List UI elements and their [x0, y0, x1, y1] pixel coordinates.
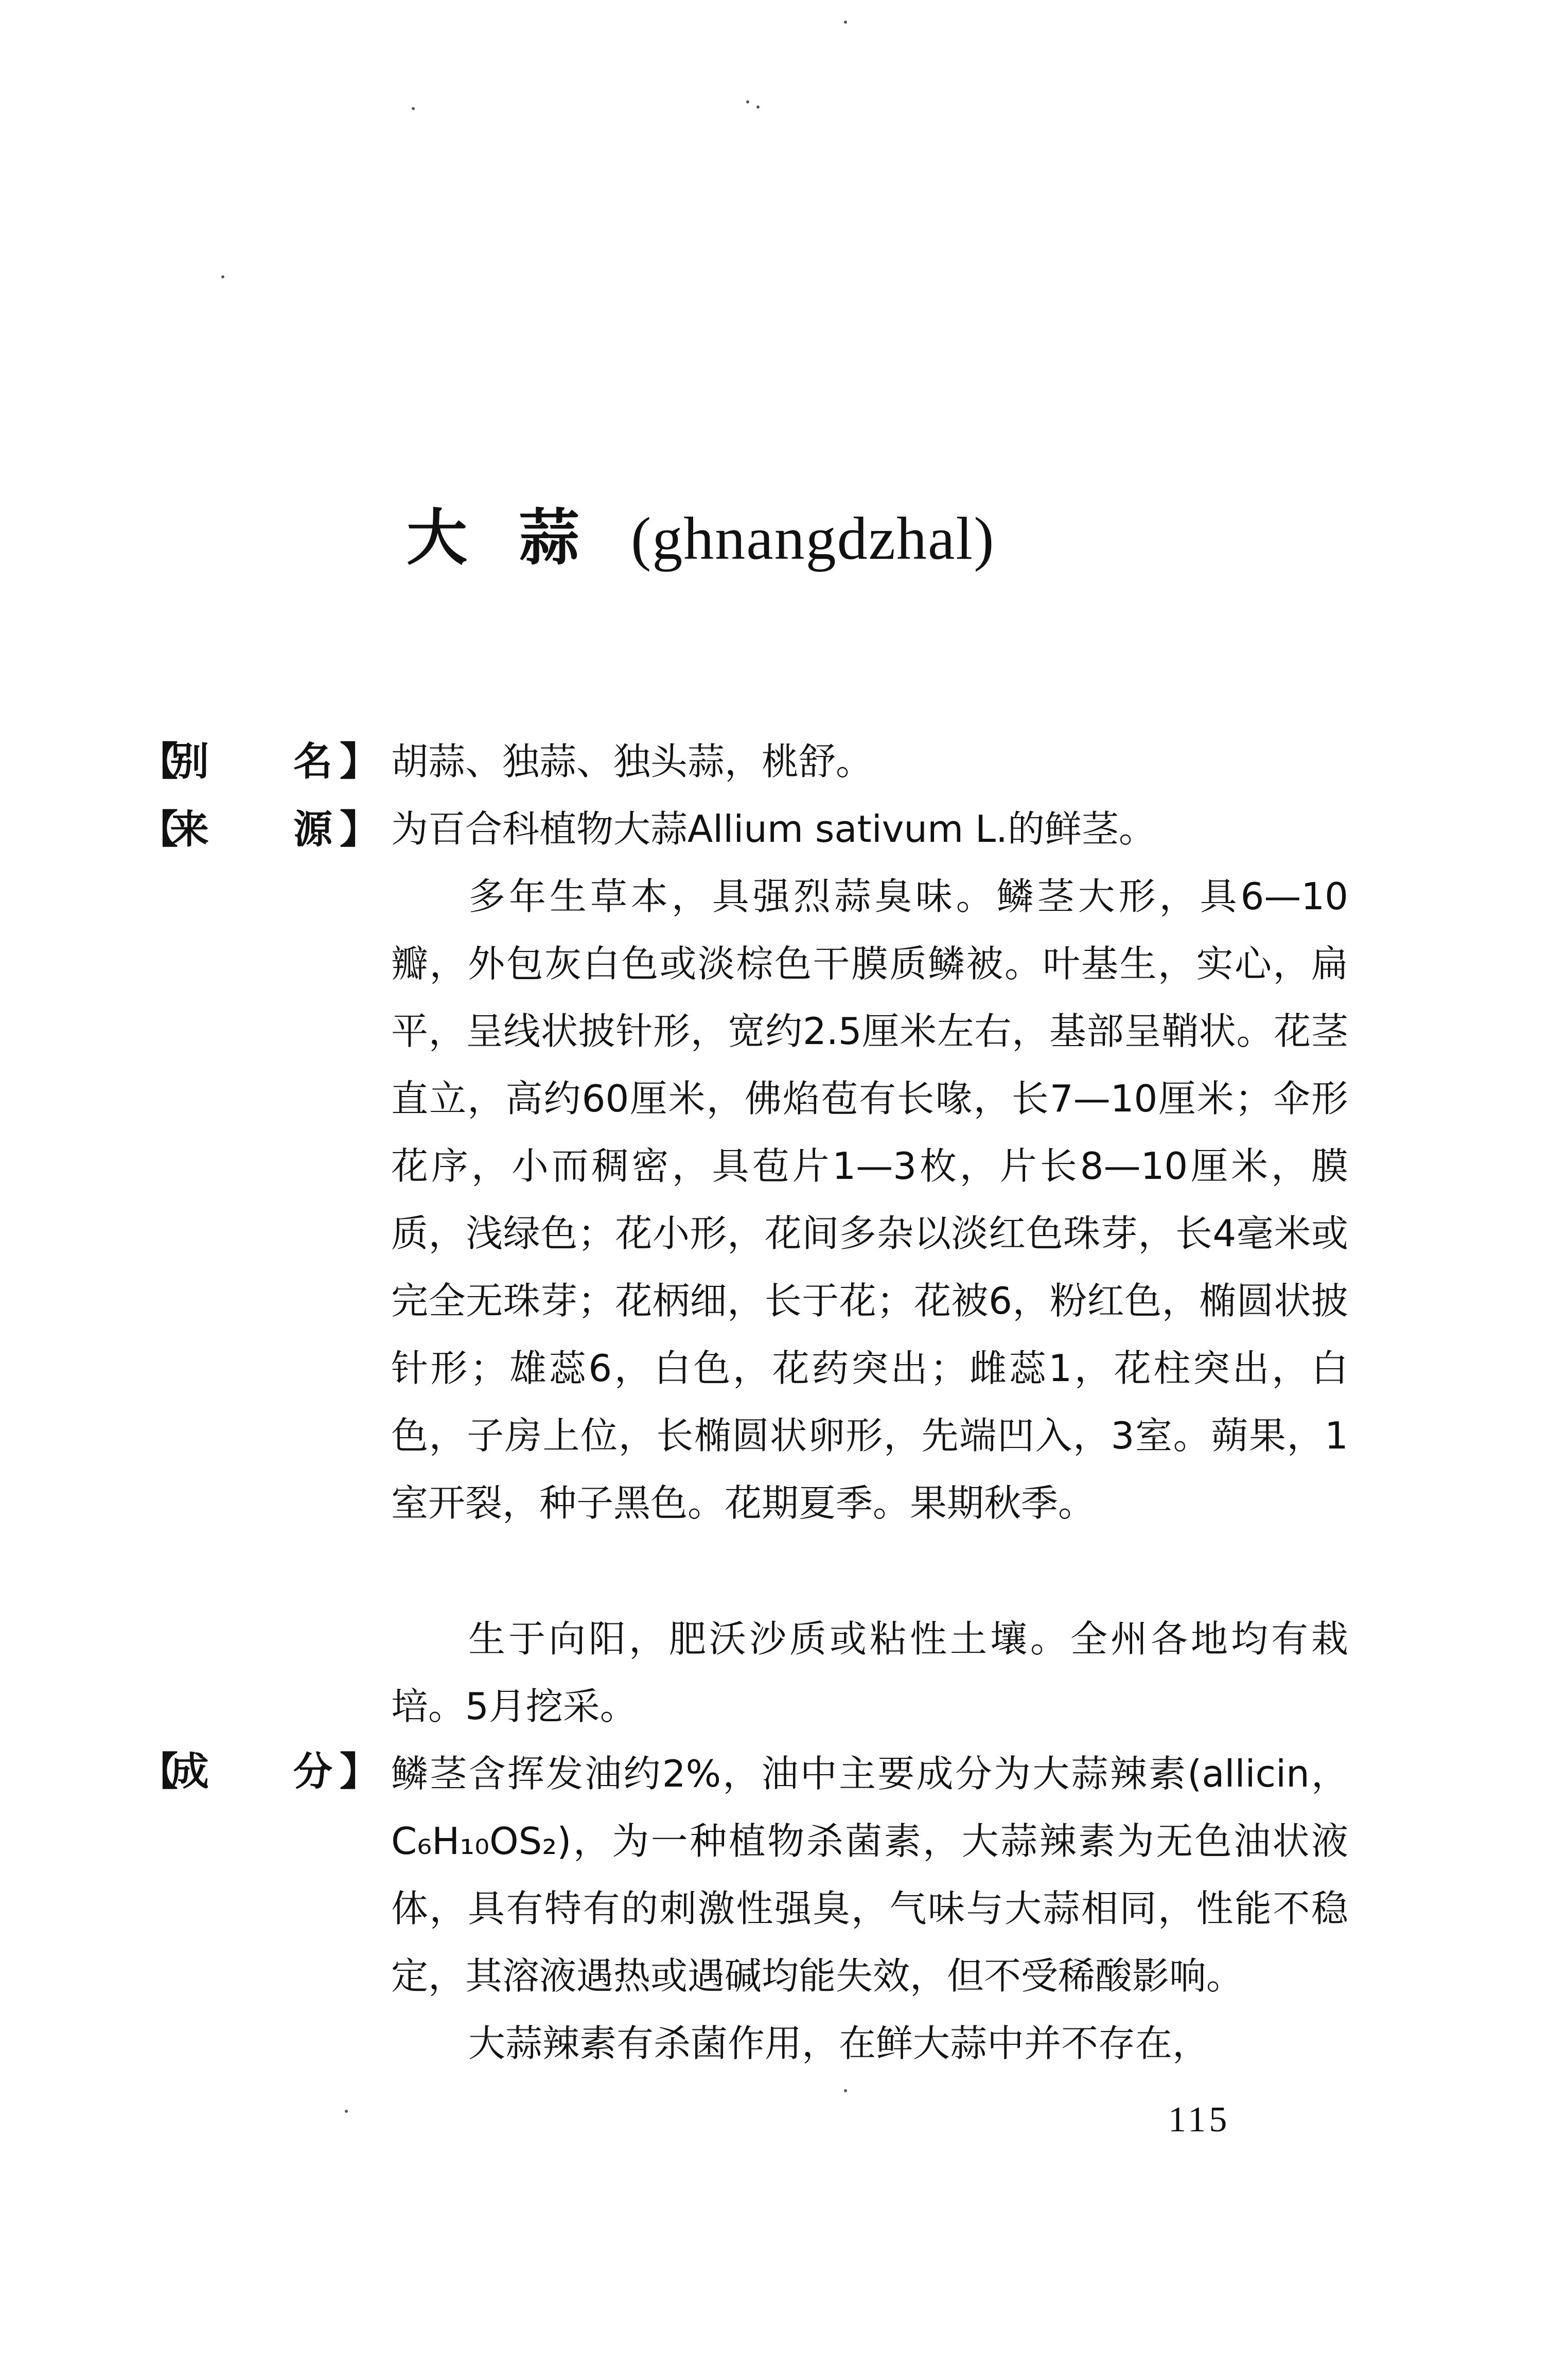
title-romanization: (ghnangdzhal) [631, 505, 995, 572]
section-label-composition: 【成 分 】 [139, 1748, 379, 1794]
scan-speck [844, 2089, 847, 2092]
scan-speck [412, 107, 415, 110]
scan-speck [345, 2110, 348, 2113]
entry-title [407, 499, 995, 577]
scan-speck [756, 105, 760, 109]
section-text-source: 为百合科植物大蒜Allium sativum L.的鲜茎。 [391, 807, 1156, 851]
paragraph-habitat: 生于向阳，肥沃沙质或粘性土壤。全州各地均有栽培。5月挖采。 [391, 1617, 1348, 1728]
section-text-alias: 胡蒜、独蒜、独头蒜，桃舒。 [391, 740, 873, 783]
paragraph-description: 多年生草本，具强烈蒜臭味。鳞茎大形，具6—10瓣，外包灰白色或淡棕色干膜质鳞被。叶基生，实心，扁平，呈线状披针形，宽约2.5厘米左右，基部呈鞘状。花茎直立，高约60厘米，佛焰苞有长喙，长7—10厘米；伞形花序，小而稠密，具苞片1—3枚，片长8—10厘米，膜质，浅绿色；花小形，花间多杂以淡红色珠芽，长4毫米或完全无珠芽；花柄细，长于花；花被6，粉红色，椭圆状披针形；雄蕊6，白色，花药突出；雌蕊1，花柱突出，白色，子房上位，长椭圆状卵形，先端凹入，3室。蒴果，1室开裂，种子黑色。花期夏季。果期秋季。 [391, 875, 1348, 1525]
paragraph-last: 大蒜辣素有杀菌作用，在鲜大蒜中并不存在， [468, 2022, 1210, 2065]
section-text-composition: 鳞茎含挥发油约2%，油中主要成分为大蒜辣素(allicin，C₆H₁₀OS₂)，为一种植物杀菌素，大蒜辣素为无色油状液体，具有特有的刺激性强臭，气味与大蒜相同，性能不稳定，其溶液遇热或遇碱均能失效，但不受稀酸影响。 [391, 1752, 1348, 1998]
scan-speck [746, 100, 749, 103]
title-chinese: 大蒜 [407, 502, 631, 573]
page-number: 115 [1168, 2100, 1230, 2140]
chemical-formula: C₆H₁₀OS₂ [391, 1820, 557, 1863]
scan-speck [844, 21, 847, 24]
scan-speck [221, 275, 224, 278]
section-label-source: 【来 源 】 [139, 806, 379, 852]
section-label-alias: 【别 名 】 [139, 738, 379, 784]
